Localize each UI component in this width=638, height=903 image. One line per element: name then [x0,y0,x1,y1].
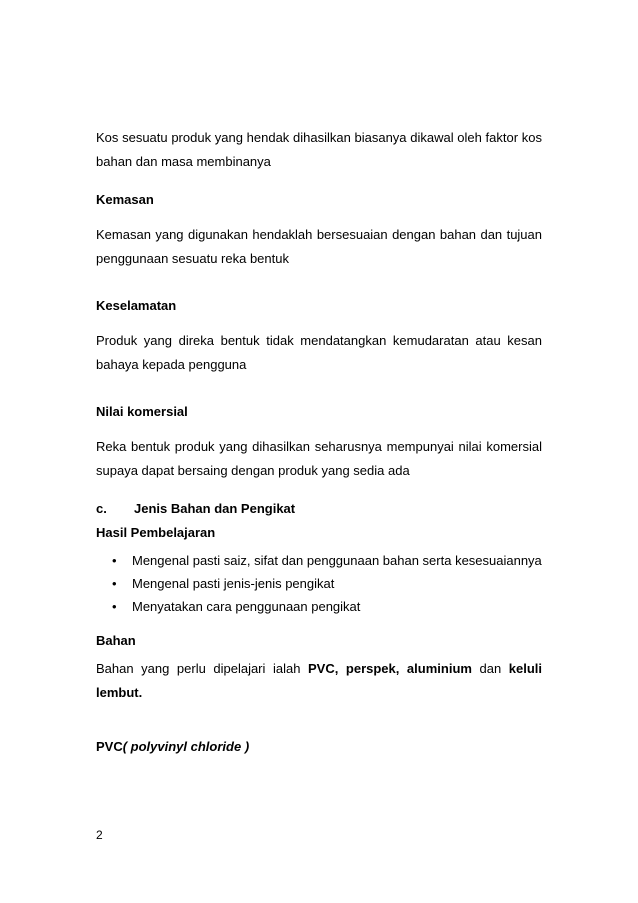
list-item-text: Mengenal pasti jenis-jenis pengikat [132,576,335,591]
bahan-keluli: keluli lembut. [96,661,543,700]
list-item [106,549,542,572]
section-c-letter: c. [96,501,107,516]
list-item [106,572,542,595]
list-item-text: Mengenal pasti saiz, sifat dan penggunaan bahan serta kesesuaiannya [132,553,542,568]
bahan-paragraph [96,657,542,705]
intro-paragraph: Kos sesuatu produk yang hendak dihasilkan biasanya dikawal oleh faktor kos bahan dan masa membinanya [96,130,542,169]
pvc-label-italic: ( polyvinyl chloride ) [122,739,250,754]
nilai-komersial-paragraph: Reka bentuk produk yang dihasilkan seharusnya mempunyai nilai komersial supaya dapat bersaing dengan produk yang sedia ada [96,439,542,478]
bahan-text-before: Bahan yang perlu dipelajari ialah [96,661,308,676]
pvc-heading [96,735,542,759]
kemasan-paragraph: Kemasan yang digunakan hendaklah bersesuaian dengan bahan dan tujuan penggunaan sesuatu reka bentuk [96,227,542,266]
nilai-komersial-heading: Nilai komersial [96,404,188,419]
pvc-label: PVC [96,739,123,754]
keselamatan-paragraph: Produk yang direka bentuk tidak mendatangkan kemudaratan atau kesan bahaya kepada pengguna [96,333,542,372]
bullet-icon: • [112,553,117,568]
keselamatan-heading: Keselamatan [96,298,177,313]
kemasan-heading: Kemasan [96,192,154,207]
list-item [106,595,542,618]
bullet-icon: • [112,576,117,591]
bullet-icon: • [112,599,117,614]
page-number: 2 [96,828,103,842]
section-c-title: Jenis Bahan dan Pengikat [134,501,296,516]
learning-outcomes-list [96,549,542,618]
list-item-text: Menyatakan cara penggunaan pengikat [132,599,361,614]
bahan-heading: Bahan [96,633,136,648]
bahan-materials: PVC, perspek, aluminium [308,661,472,676]
section-c-heading [96,497,542,521]
page-content [96,126,542,759]
hasil-pembelajaran-heading: Hasil Pembelajaran [96,525,216,540]
bahan-text-mid: dan [471,661,509,676]
